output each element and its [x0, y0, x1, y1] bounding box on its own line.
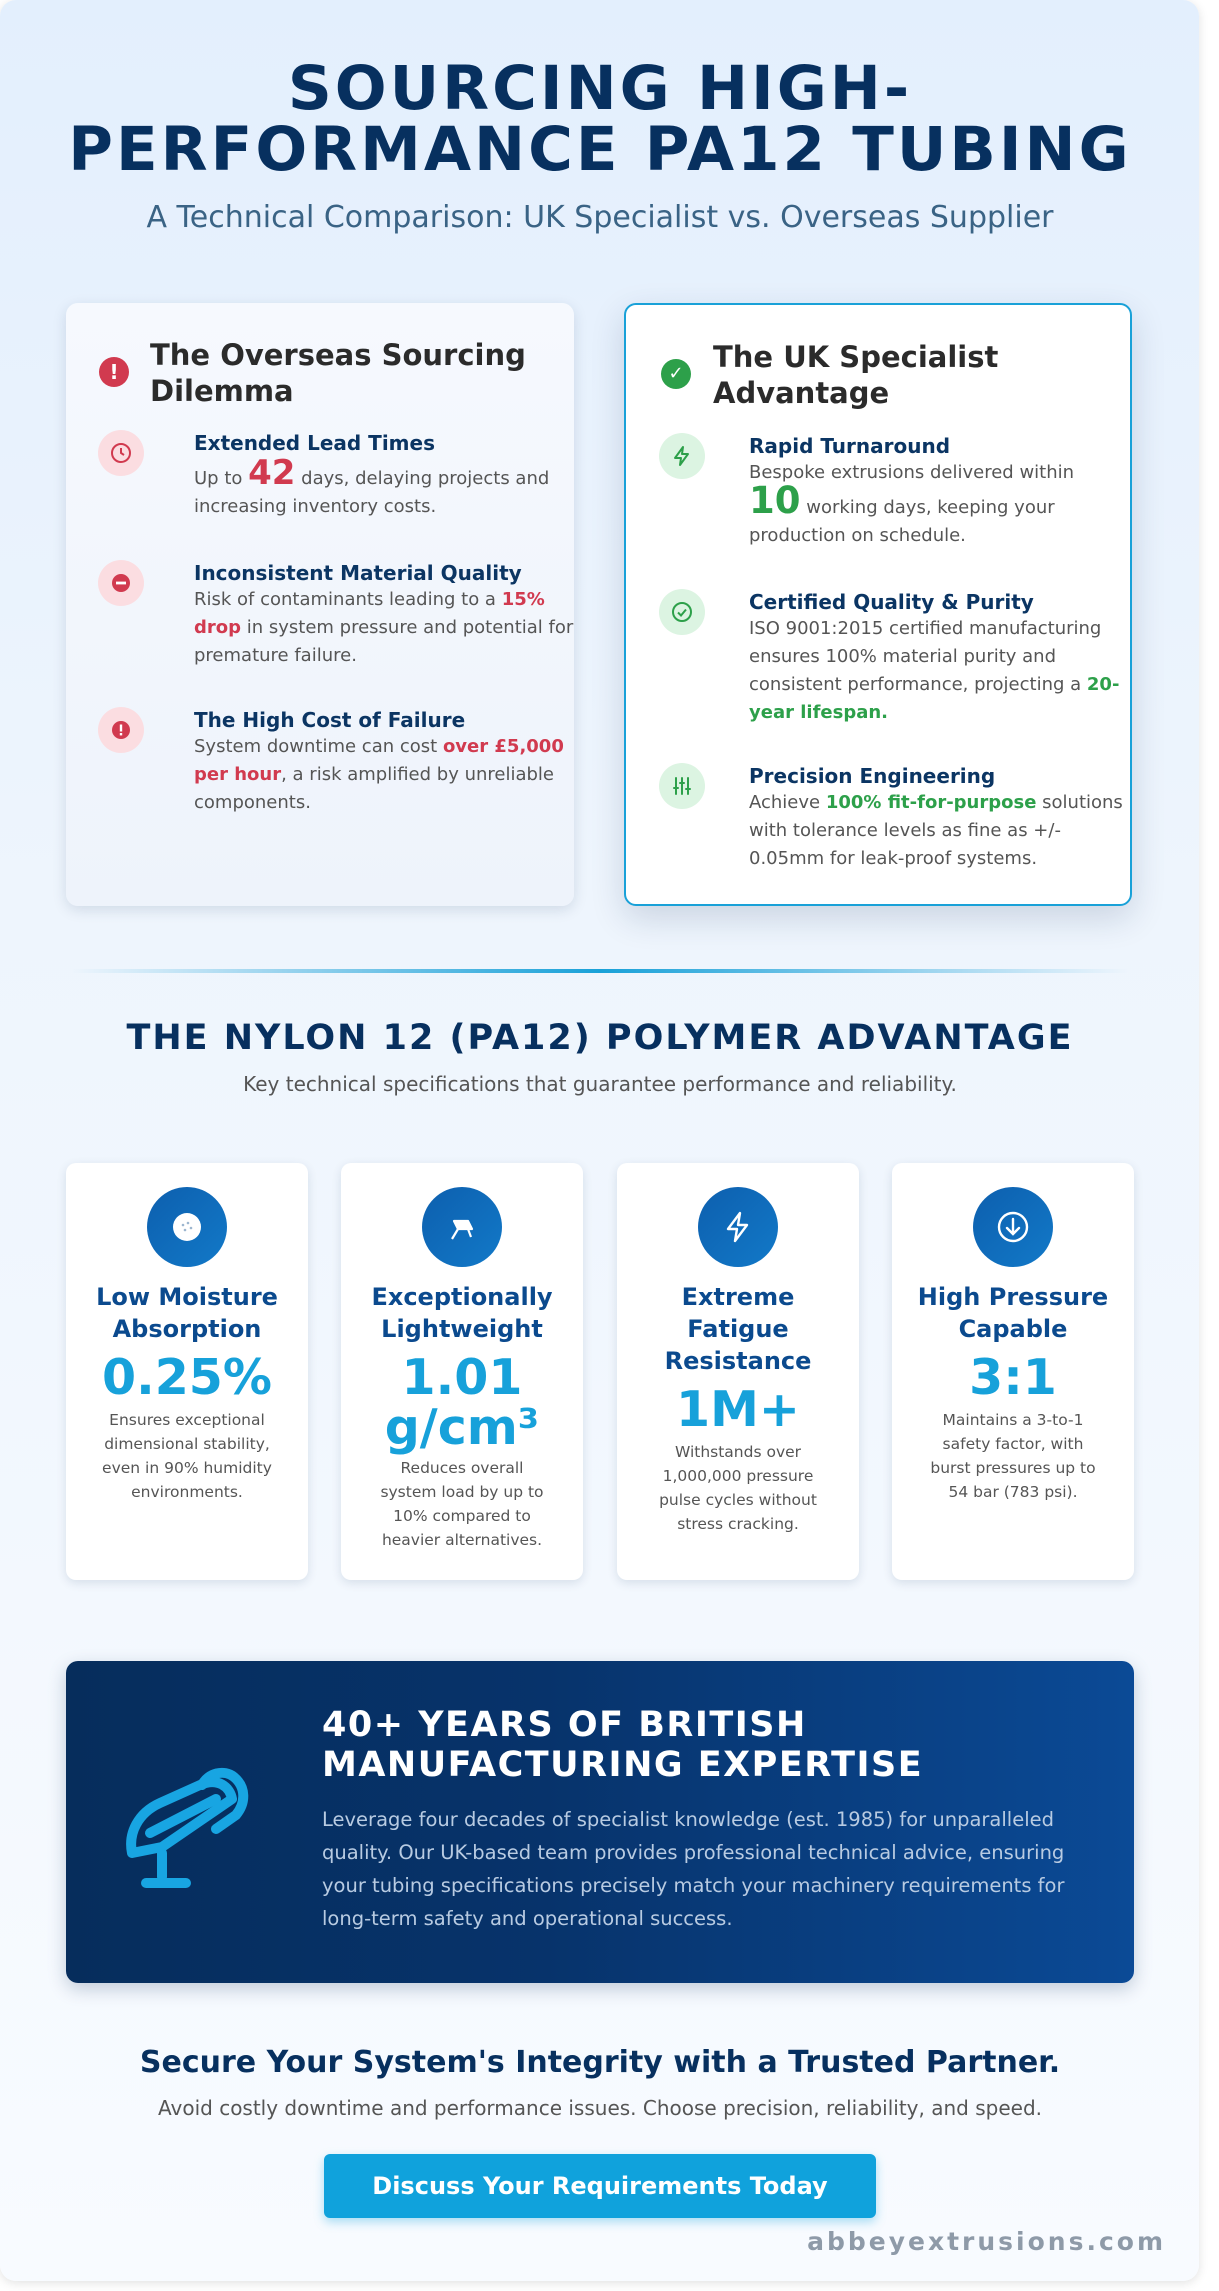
spec-card-lightweight [341, 1163, 583, 1580]
uk-item-title: Precision Engineering [749, 764, 996, 788]
lightning-icon [659, 433, 705, 479]
spec-title: High Pressure Capable [917, 1283, 1109, 1343]
overseas-item-text: Up to [194, 468, 249, 489]
overseas-card-header [99, 333, 549, 413]
overseas-item-title: Extended Lead Times [194, 431, 435, 455]
polymer-section-title: THE NYLON 12 (PA12) POLYMER ADVANTAGE [126, 1018, 1074, 1058]
uk-item-text: Achieve [749, 792, 826, 813]
check-circle-outline-icon [659, 589, 705, 635]
lightning-icon [698, 1187, 778, 1267]
page-title-line-1: SOURCING HIGH- [287, 53, 913, 124]
feather-icon [422, 1187, 502, 1267]
uk-card-title: The UK Specialist Advantage [713, 340, 999, 410]
spec-value: 0.25% [102, 1349, 272, 1406]
spec-card-pressure [892, 1163, 1134, 1580]
overseas-item-title: Inconsistent Material Quality [194, 561, 522, 585]
uk-item-text: working days, keeping your production on schedule. [749, 497, 1055, 546]
spec-card-moisture [66, 1163, 308, 1580]
downtime-cost-highlight: over £5,000 per hour [194, 736, 564, 785]
polymer-section-subtitle: Key technical specifications that guarantee performance and reliability. [243, 1072, 957, 1096]
overseas-card-title: The Overseas Sourcing Dilemma [150, 338, 526, 408]
overseas-item-title: The High Cost of Failure [194, 708, 466, 732]
overseas-item-text: Risk of contaminants leading to a [194, 589, 502, 610]
spec-card-fatigue [617, 1163, 859, 1580]
uk-card-header [661, 335, 1111, 415]
page-title [40, 53, 1160, 185]
factory-icon [110, 1741, 270, 1891]
banner-text: Leverage four decades of specialist knowledge (est. 1985) for unparalleled quality. Our UK-based team provides professional technical advice, ensuring your tubing specifications precisely match your machinery requirements for long-term safety and operational success. [322, 1808, 1065, 1930]
uk-item-title: Certified Quality & Purity [749, 590, 1034, 614]
arrow-down-circle-icon [973, 1187, 1053, 1267]
overseas-item-text: days, delaying projects and increasing inventory costs. [194, 468, 550, 517]
footer-website[interactable]: abbeyextrusions.com [807, 2227, 1166, 2256]
fit-for-purpose-highlight: 100% fit-for-purpose [825, 792, 1037, 813]
uk-item-text: solutions with tolerance levels as fine as +/- 0.05mm for leak-proof systems. [749, 792, 1123, 869]
exclamation-circle-icon: ! [99, 357, 129, 387]
spec-description: Ensures exceptional dimensional stability, even in 90% humidity environments. [102, 1411, 272, 1501]
overseas-item-text: in system pressure and potential for premature failure. [194, 617, 574, 666]
overseas-item-text: System downtime can cost [194, 736, 443, 757]
uk-item-title: Rapid Turnaround [749, 434, 951, 458]
spec-title: Extreme Fatigue Resistance [664, 1283, 812, 1375]
spec-description: Reduces overall system load by up to 10% compared to heavier alternatives. [380, 1459, 544, 1549]
minus-circle-icon [98, 560, 144, 606]
banner-title: 40+ YEARS OF BRITISH MANUFACTURING EXPERTISE [322, 1705, 924, 1785]
uk-card [624, 303, 1132, 906]
pressure-drop-highlight: 15% drop [194, 589, 545, 638]
spec-value: 1.01 g/cm³ [384, 1349, 540, 1456]
page-subtitle: A Technical Comparison: UK Specialist vs. Overseas Supplier [146, 200, 1054, 235]
discuss-requirements-button[interactable]: Discuss Your Requirements Today [324, 2154, 876, 2218]
lifespan-highlight: 20-year lifespan. [749, 674, 1120, 723]
turnaround-days-value: 10 [749, 479, 801, 522]
uk-item-text: ISO 9001:2015 certified manufacturing ensures 100% material purity and consistent performance, projecting a [749, 618, 1102, 695]
uk-item-text: Bespoke extrusions delivered within [749, 462, 1075, 483]
spec-title: Exceptionally Lightweight [371, 1283, 553, 1343]
expertise-banner [66, 1661, 1134, 1983]
spec-description: Withstands over 1,000,000 pressure pulse cycles without stress cracking. [659, 1443, 817, 1533]
check-circle-icon: ✓ [661, 359, 691, 389]
lead-time-days-value: 42 [248, 453, 296, 493]
exclamation-circle-icon [98, 707, 144, 753]
overseas-item-text: , a risk amplified by unreliable components. [194, 764, 555, 813]
water-drop-icon [147, 1187, 227, 1267]
cta-title: Secure Your System's Integrity with a Trusted Partner. [139, 2045, 1061, 2080]
spec-title: Low Moisture Absorption [96, 1283, 278, 1343]
cta-subtitle: Avoid costly downtime and performance issues. Choose precision, reliability, and speed. [158, 2096, 1042, 2120]
section-divider [70, 969, 1130, 973]
spec-description: Maintains a 3-to-1 safety factor, with burst pressures up to 54 bar (783 psi). [930, 1411, 1096, 1501]
spec-value: 3:1 [969, 1349, 1057, 1406]
page-title-line-2: PERFORMANCE PA12 TUBING [68, 114, 1132, 185]
sliders-icon [659, 763, 705, 809]
clock-icon [98, 430, 144, 476]
spec-value: 1M+ [676, 1381, 800, 1438]
overseas-card [66, 303, 574, 906]
